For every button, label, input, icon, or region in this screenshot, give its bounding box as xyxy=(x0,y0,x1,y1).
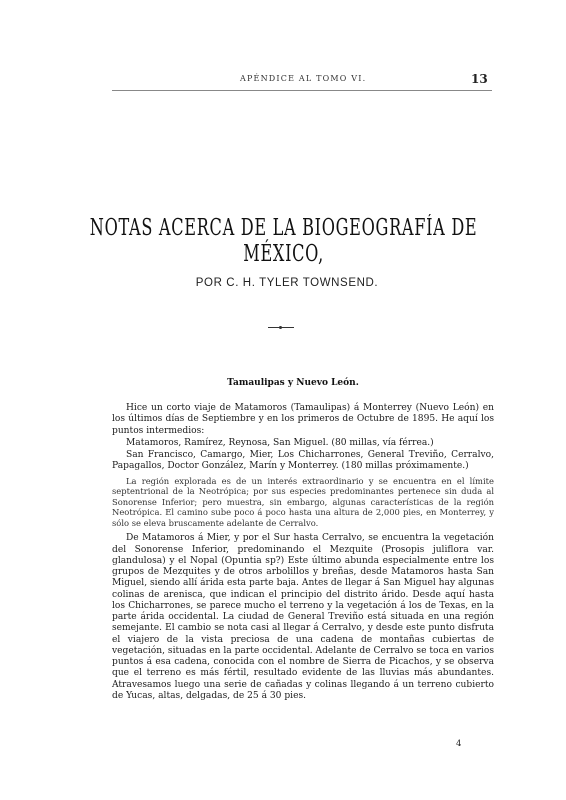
article-title: NOTAS ACERCA DE LA BIOGEOGRAFÍA DE MÉXICO, xyxy=(89,215,478,267)
section-heading: Tamaulipas y Nuevo León. xyxy=(227,378,359,388)
page-number-bottom: 4 xyxy=(456,739,462,749)
running-header xyxy=(0,72,566,88)
ornament-divider xyxy=(268,327,294,328)
paragraph-route-1: Matamoros, Ramírez, Reynosa, San Miguel. (80 millas, vía férrea.) xyxy=(126,437,434,448)
body-text xyxy=(112,403,494,702)
paragraph-region: La región explorada es de un interés extraordinario y se encuentra en el límite septentrional de la Neotrópica; por sus especies predominantes pertenece sin duda al Sonorense Inferior; pero muestra, sin embargo, algunas características de la región Neotrópica. El camino sube poco á poco hasta una altura de 2,000 pies, en Monterrey, y sólo se eleva bruscamente adelante de Cerralvo. xyxy=(112,475,494,528)
page-number-top: 13 xyxy=(471,72,488,86)
paragraph-vegetation: De Matamoros á Mier, y por el Sur hasta Cerralvo, se encuentra la vegetación del Sonorense Inferior, predominando el Mezquite (Prosopis juliflora var. glandulosa) y el Nopal (Opuntia sp?) Este último abunda especialmente entre los grupos de Mezquites y de otros arbolillos y breñas, desde Matamoros hasta San Miguel, siendo allí árida esta parte baja. Antes de llegar á San Miguel hay algunas colinas de arenisca, que indican el principio del distrito árido. Desde aquí hasta los Chicharrones, se parece mucho el terreno y la vegetación á los de Texas, en la parte árida occidental. La ciudad de General Treviño está situada en una región semejante. El cambio se nota casi al llegar á Cerralvo, y desde este punto disfruta el viajero de la vista preciosa de una cadena de montañas cubiertas de vegetación, situadas en la parte occidental. Adelante de Cerralvo se toca en varios puntos á esa cadena, conocida con el nombre de Sierra de Picachos, y se observa que el terreno es más fértil, resultado evidente de las lluvias más abundantes. Atravesamos luego una serie de cañadas y colinas llegando á un terreno cubierto de Yucas, altas, delgadas, de 25 á 30 pies. xyxy=(112,533,494,701)
header-rule xyxy=(112,90,492,91)
running-head-text: APÉNDICE AL TOMO VI. xyxy=(240,74,367,83)
paragraph-intro: Hice un corto viaje de Matamoros (Tamaulipas) á Monterrey (Nuevo León) en los últimos días de Septiembre y en los primeros de Octubre de 1895. He aquí los puntos intermedios: xyxy=(112,403,494,436)
paragraph-route-2: San Francisco, Camargo, Mier, Los Chicharrones, General Treviño, Cerralvo, Papagallos, Doctor González, Marín y Monterrey. (180 millas próximamente.) xyxy=(112,450,494,472)
article-author: POR C. H. TYLER TOWNSEND. xyxy=(195,277,379,289)
